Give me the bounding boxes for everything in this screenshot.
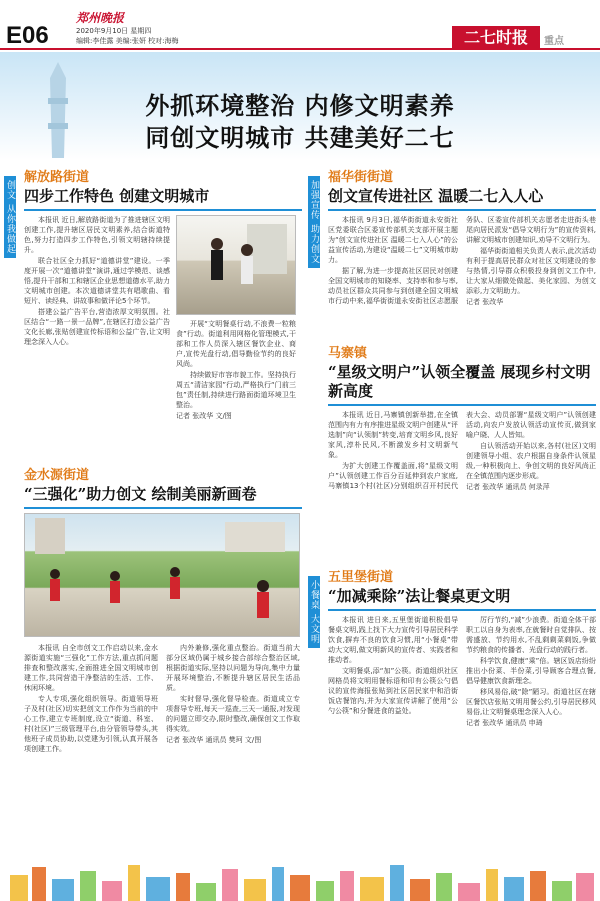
paragraph: 科学饮食,健康“乘”倍。辖区饭店纷纷推出小份菜、半份菜,引导顾客合理点餐,倡导健康饮食新理念。 <box>466 657 596 685</box>
paragraph: 本报讯 近日,解放路街道为了推进辖区文明创建工作,提升辖区居民文明素养,结合街道特色,努力打造四步工作特色,引领文明辖持续提升。 <box>24 216 170 254</box>
article-area: 金水源街道 <box>24 468 90 483</box>
article-credit: 记者 张改华 文/图 <box>176 412 232 420</box>
masthead <box>0 0 600 50</box>
page-number: E06 <box>6 22 49 49</box>
paper-logo: 郑州晚报 <box>76 11 125 25</box>
article-body <box>24 643 300 889</box>
paragraph: 福华街街道相关负责人表示,此次活动有利于提高居民群众对社区文明建设的参与热情,引导群众积极投身到创文工作中,让大家从细微处做起、美化家园、为创文添彩,力文明助力。 <box>466 247 596 295</box>
article-jinshuiyuan <box>4 464 302 892</box>
divider <box>24 507 302 509</box>
photo-cleanup <box>176 215 296 315</box>
article-title: 创文宣传进社区 温暖二七入人心 <box>328 187 544 205</box>
paragraph: 本报讯 进日来,五里堡街道积极倡导餐桌文明,践上找下大力宣传引导居民科学饮食,摒弃不良的饮食习惯,用“小餐桌”带动大文明,做文明新风的宣传者、实践者和推动者。 <box>328 616 458 664</box>
paragraph: 内外兼修,强化重点整治。街道当前大部分区域仍属于城乡接合部综合整治区域,根据街道实际,坚持以问题为导向,集中力量开展环境整治,不断提升辖区居民生活品质。 <box>166 644 300 692</box>
paragraph: 搭建公益广告平台,营造浓厚文明氛围。社区结合“一路一景一品牌”,在辖区打造公益广告文化长廊,张贴创建宣传标语和公益广告,让文明理念深入人心。 <box>24 308 170 346</box>
paragraph: 文明餐桌,添“加”公筷。街道组织社区网格员将文明用餐标语和印有公筷公勺倡议的宣传海报张贴到社区居民家中和沿街饭店餐馆内,并为大家宣传讲解了使用“公勺公筷”和分餐进食的益处。 <box>328 667 458 715</box>
side-tag: 小餐桌 大文明 <box>308 576 320 648</box>
divider <box>328 404 596 406</box>
paragraph: 开展“文明餐桌行动,不浪费一粒粮食”行动。街道利用网格化管理模式,干部和工作人员深入辖区餐饮企业、商户,宣传光盘行动,倡导勤俭节约的良好风尚。 <box>176 320 296 368</box>
paragraph: 本报讯 近日,马寨镇创新举措,在全镇范围内有力有序推进星级文明户创建从“评选制”向“认领制”转变,培育文明乡风,良好家风,淳朴民风,不断激发乡村文明新气象。 <box>328 411 458 459</box>
article-body <box>328 410 596 558</box>
article-wulibao <box>308 566 596 852</box>
hero-headline-2: 同创文明城市 共建美好二七 <box>145 123 455 152</box>
right-column <box>308 166 596 892</box>
divider <box>328 209 596 211</box>
article-area: 解放路街道 <box>24 170 90 185</box>
article-title: 四步工作特色 创建文明城市 <box>24 187 210 205</box>
paragraph: 据了解,为进一步提高社区居民对创建全国文明城市的知晓率、支持率和参与率,动员社区群众共同参与到创建全国文明城市行动中来,福华街街道永安街社区志愿服务队、区委宣传部机关志愿者走进街头巷尾向居民派发“倡导文明行为”的宣传资料,讲解文明城市创建知识,劝导不文明行为。 <box>328 216 596 305</box>
side-tag: 加强宣传 助力创文 <box>308 176 320 268</box>
hero-banner <box>0 52 600 160</box>
paragraph: 持续做好市容市貌工作。坚持执行周五“清洁家园”行动,严格执行“门前三包”责任制,持续进行路面街道环境卫生整治。 <box>176 371 296 409</box>
divider <box>24 209 302 211</box>
left-column <box>4 166 302 892</box>
article-fuhuajie <box>308 166 596 336</box>
article-credit: 记者 张改华 通讯员 樊珂 文/图 <box>166 736 262 744</box>
paragraph: 专人专项,强化组织领导。街道领导班子及村(社区)切实把创文工作作为当前的中心工作,建立专班制度,设立“街道、科室、村(社区)”三级管理平台,由分管领导带头,其他班子成员协助,以党建为引领,认真开展各项创建工作。 <box>24 695 158 753</box>
paragraph: 为扩大创建工作覆盖面,将“星级文明户”认领创建工作百分百延伸到农户家庭,马寨镇13个村(社区)分别组织召开村民代表大会、动员部署“星级文明户”认领创建活动,向农户发放认领活动宣传页,做到家喻户晓、人人皆知。 <box>328 411 596 490</box>
paragraph: 自认领活动开始以来,各村(社区)文明创建领导小组、农户根据自身条件认领星级,一种积极向上、争创文明的良好风尚正在全镇范围内逐步形成。 <box>466 442 596 480</box>
article-body <box>328 615 596 851</box>
paragraph: 本报讯 自全市创文工作启动以来,金水源街道实施“三强化”工作方法,重点抓问题排查和整改落实,全面推进全国文明城市创建工作,共同营造干净整洁的生活、工作、休闲环境。 <box>24 644 158 692</box>
paragraph: 实时督导,强化督导检查。街道成立专项督导专班,每天一巡查,三天一通报,对发现的问题立即交办,限时整改,确保创文工作取得实效。 <box>166 695 300 733</box>
article-area: 马寨镇 <box>328 346 368 361</box>
paragraph: 本报讯 9月3日,福华街街道永安街社区党委联合区委宣传部机关支部开展主题为“创文宣传进社区 温暖二七入人心”的公益宣传活动,为建设“温暖二七”文明城市助力。 <box>328 216 458 264</box>
paragraph: 移风易俗,破“除”陋习。街道社区在辖区餐饮店张贴文明用餐公约,引导居民移风易俗,让文明餐桌理念深入人心。 <box>466 688 596 716</box>
article-jiefanglu <box>4 166 302 456</box>
hero-headline-1: 外抓环境整治 内修文明素养 <box>145 91 455 120</box>
article-title: “加减乘除”法让餐桌更文明 <box>328 587 511 605</box>
article-body <box>328 215 596 333</box>
article-credit: 记者 张改华 <box>466 298 504 306</box>
article-credit: 记者 张改华 通讯员 申琦 <box>466 719 543 727</box>
city-skyline-illustration <box>0 861 600 901</box>
article-title: “三强化”助力创文 绘制美丽新画卷 <box>24 485 257 503</box>
paragraph: 联合社区全力抓好“道德讲堂”建设。一季度开展一次“道德讲堂”演讲,通过学模范、谈感悟,提升干部和工和辖区企业思想道德水平,助力文明城市创建。本次道德讲堂共有唱歌曲、看短片、读经典、讲故事和做评论5个环节。 <box>24 257 170 305</box>
side-tag: 创文 从你我做起 <box>4 176 16 258</box>
section-tag: 重点 <box>544 36 564 47</box>
article-title: “星级文明户”认领全覆盖 展现乡村文明新高度 <box>328 363 591 400</box>
article-credit: 记者 张改华 通讯员 何录萍 <box>466 483 550 491</box>
paragraph: 厉行节约,“减”少浪费。街道全体干部职工以自身为表率,在就餐时自觉排队、按需盛放、节约用水,不乱剩剩菜剩饭,争做节约粮食的传播者、光盘行动的践行者。 <box>466 616 596 654</box>
article-body-cont <box>176 319 296 455</box>
article-body <box>24 215 170 455</box>
divider <box>328 609 596 611</box>
article-mazhai <box>308 342 596 560</box>
article-area: 五里堡街道 <box>328 570 394 585</box>
staff-credits: 编辑:李佳露 美编:张妍 校对:海梅 <box>76 37 179 45</box>
brand-banner: 二七时报 <box>452 26 540 50</box>
photo-volunteers <box>24 513 300 637</box>
dateline: 2020年9月10日 星期四 <box>76 27 152 35</box>
article-area: 福华街街道 <box>328 170 394 185</box>
